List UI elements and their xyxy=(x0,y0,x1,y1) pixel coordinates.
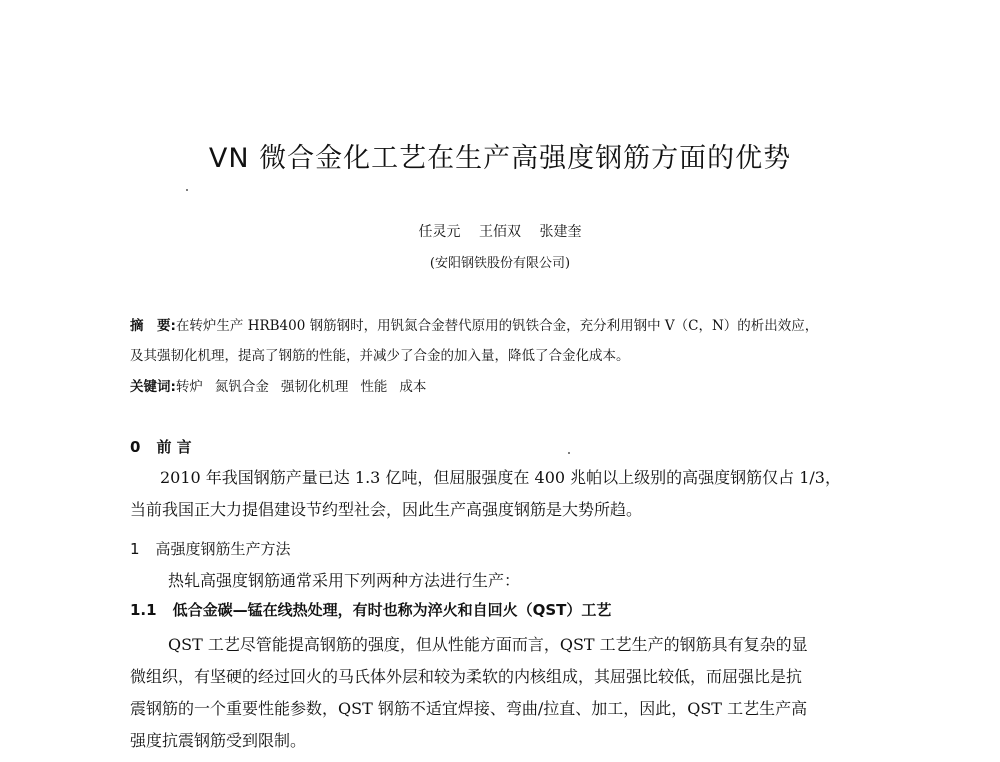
body-line: 2010 年我国钢筋产量已达 1.3 亿吨，但屈服强度在 400 兆帕以上级别的高强度钢筋仅占 1/3， xyxy=(160,468,841,487)
section-title: 前 言 xyxy=(156,438,192,456)
paper-title: VN 微合金化工艺在生产高强度钢筋方面的优势 xyxy=(208,143,792,174)
section-heading xyxy=(130,538,291,559)
abstract-text: 及其强韧化机理，提高了钢筋的性能，并减少了合金的加入量，降低了合金化成本。 xyxy=(130,348,630,364)
affiliation: (安阳钢铁股份有限公司) xyxy=(429,256,571,271)
abstract-line xyxy=(130,314,890,334)
body-line: 微组织，有坚硬的经过回火的马氏体外层和较为柔软的内核组成，其屈强比较低，而屈强比是抗 xyxy=(130,667,803,686)
author-name: 任灵元 xyxy=(418,224,461,240)
scan-speck xyxy=(186,189,188,191)
keywords-label: 关键词: xyxy=(130,379,176,395)
body-line: QST 工艺尽管能提高钢筋的强度，但从性能方面而言，QST 工艺生产的钢筋具有复杂的显 xyxy=(168,635,808,654)
author-name: 张建奎 xyxy=(539,224,582,240)
author-list xyxy=(0,221,1000,241)
keyword: 转炉 xyxy=(175,379,203,395)
keyword: 性能 xyxy=(360,379,388,395)
body-line: 震钢筋的一个重要性能参数，QST 钢筋不适宜焊接、弯曲/拉直、加工，因此，QST 工艺生产高 xyxy=(130,699,808,718)
body-line: 热轧高强度钢筋通常采用下列两种方法进行生产： xyxy=(168,571,521,590)
abstract-line xyxy=(130,344,890,364)
section-number: 1 xyxy=(130,540,140,558)
keyword: 强韧化机理 xyxy=(280,379,349,395)
author-name: 王佰双 xyxy=(479,224,521,240)
section-title: 低合金碳—锰在线热处理，有时也称为淬火和自回火（QST）工艺 xyxy=(172,601,612,619)
keyword: 成本 xyxy=(399,379,427,395)
body-line: 当前我国正大力提倡建设节约型社会，因此生产高强度钢筋是大势所趋。 xyxy=(130,500,643,519)
abstract-label: 摘 要: xyxy=(130,318,176,334)
abstract-text: 在转炉生产 HRB400 钢筋钢时，用钒氮合金替代原用的钒铁合金，充分利用钢中 V（C，N）的析出效应， xyxy=(175,318,819,334)
subsection-heading xyxy=(130,599,611,620)
section-number: 1.1 xyxy=(130,601,157,619)
section-number: 0 xyxy=(130,438,141,456)
scan-speck xyxy=(568,452,570,454)
keyword: 氮钒合金 xyxy=(214,379,269,395)
body-line: 强度抗震钢筋受到限制。 xyxy=(130,731,307,750)
keywords-line xyxy=(130,375,890,395)
section-heading xyxy=(130,436,192,457)
section-title: 高强度钢筋生产方法 xyxy=(155,540,291,558)
